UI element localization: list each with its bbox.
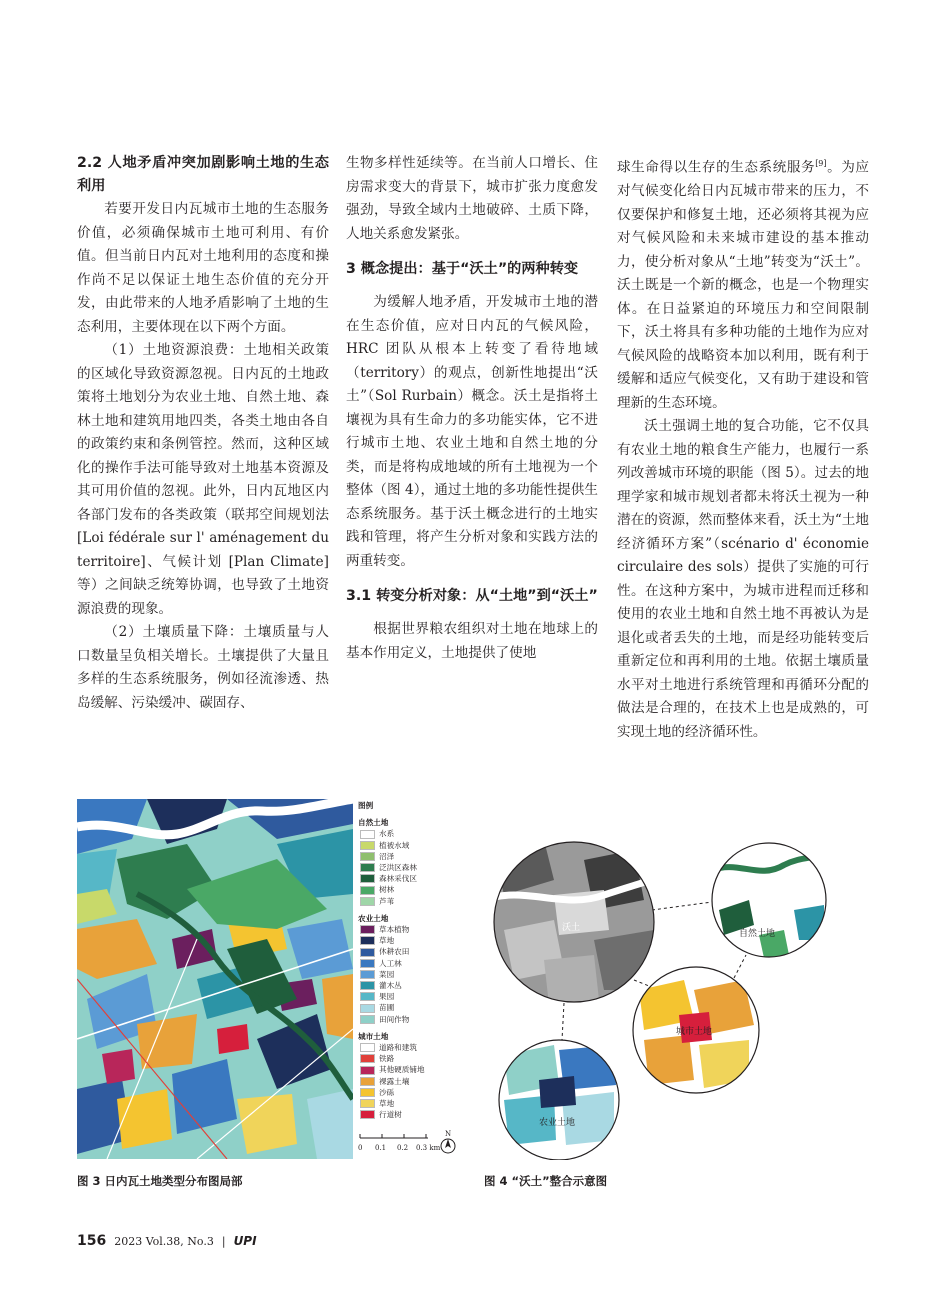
legend-label: 行道树	[379, 1110, 402, 1120]
legend-swatch	[360, 1066, 375, 1075]
legend-swatch	[360, 1015, 375, 1024]
legend-item	[358, 884, 468, 895]
legend-swatch	[360, 1088, 375, 1097]
figure-4-caption: 图 4 “沃土”整合示意图	[484, 1174, 608, 1188]
integration-diagram	[484, 840, 884, 1160]
legend-swatch	[360, 959, 375, 968]
legend-label: 田间作物	[379, 1014, 410, 1024]
issue-info: 2023 Vol.38, No.3	[114, 1235, 214, 1248]
legend-item	[358, 1076, 468, 1087]
legend-swatch	[360, 925, 375, 934]
legend-label: 草地	[379, 936, 395, 946]
legend-swatch	[360, 841, 375, 850]
legend-item	[358, 1109, 468, 1120]
legend-item	[358, 851, 468, 862]
map-legend	[358, 800, 468, 1120]
legend-item	[358, 969, 468, 980]
legend-item	[358, 840, 468, 851]
legend-swatch	[360, 981, 375, 990]
legend-item	[358, 828, 468, 839]
legend-swatch	[360, 1004, 375, 1013]
legend-item	[358, 924, 468, 935]
legend-swatch	[360, 1054, 375, 1063]
legend-label: 树林	[379, 885, 395, 895]
legend-item	[358, 935, 468, 946]
paragraph: 为缓解人地矛盾，开发城市土地的潜在生态价值，应对日内瓦的气候风险，HRC 团队从根本上转变了看待地域（territory）的观点，创新性地提出“沃土”（Sol Rurbain）概念。沃土是指将土壤视为具有生命力的多功能实体，它不进行城市土地、农业土地和自然土地的分类，而是将构成地域的所有土地视为一个整体（图 4），通过土地的多功能性提供生态系统服务。基于沃土概念进行的土地实践和管理，将产生分析对象和实践方法的两重转变。	[346, 294, 598, 569]
legend-title: 图例	[358, 801, 374, 810]
label-urban-land: 城市土地	[676, 1027, 713, 1037]
legend-label: 道路和建筑	[379, 1043, 417, 1053]
legend-item	[358, 946, 468, 957]
paragraph: 生物多样性延续等。在当前人口增长、住房需求变大的背景下，城市扩张力度愈发强劲，导致全域内土地破碎、土质下降，人地关系愈发紧张。	[346, 155, 598, 242]
legend-label: 沙砾	[379, 1087, 395, 1097]
legend-label: 草地	[379, 1099, 395, 1109]
legend-swatch	[360, 970, 375, 979]
text-column-1	[77, 152, 329, 715]
legend-swatch	[360, 1043, 375, 1052]
paragraph: （1）土地资源浪费：土地相关政策的区域化导致资源忽视。日内瓦的土地政策将土地划分为农业土地、自然土地、森林土地和建筑用地四类，各类土地由各自的政策约束和条例管控。然而，这种区域化的操作手法可能导致对土地基本资源及其可用价值的忽视。此外，日内瓦地区内各部门发布的各类政策（联邦空间规划法 [Loi fédérale sur l' aménagement du territoire]、气候计划 [Plan Climate] 等）之间缺乏统筹协调，也导致了土地资源浪费的现象。	[77, 342, 329, 617]
paragraph: 若要开发日内瓦城市土地的生态服务价值，必须确保城市土地可利用、有价值。但当前日内瓦对土地利用的态度和操作尚不足以保证土地生态价值的充分开发，由此带来的人地矛盾影响了土地的生态利用，主要体现在以下两个方面。	[77, 201, 329, 335]
legend-group-title: 自然土地	[358, 818, 389, 828]
legend-swatch	[360, 886, 375, 895]
legend-swatch	[360, 936, 375, 945]
legend-swatch	[360, 863, 375, 872]
legend-swatch	[360, 897, 375, 906]
text-column-2	[346, 152, 598, 665]
legend-label: 菜园	[379, 969, 395, 979]
legend-label: 森林采伐区	[379, 874, 417, 884]
agricultural-land-circle	[499, 1040, 619, 1160]
legend-item	[358, 1087, 468, 1098]
legend-item	[358, 1014, 468, 1025]
legend-item	[358, 1064, 468, 1075]
legend-item	[358, 1042, 468, 1053]
legend-label: 休耕农田	[379, 947, 410, 957]
legend-item	[358, 980, 468, 991]
paragraph: （2）土壤质量下降：土壤质量与人口数量呈负相关增长。土壤提供了大量且多样的生态系统服务，例如径流渗透、热岛缓解、污染缓冲、碳固存、	[77, 624, 329, 711]
legend-label: 沼泽	[379, 851, 395, 861]
north-label: N	[445, 1130, 452, 1138]
legend-item	[358, 873, 468, 884]
paragraph: 沃土强调土地的复合功能，它不仅具有农业土地的粮食生产能力，也履行一系列改善城市环境的职能（图 5）。过去的地理学家和城市规划者都未将沃土视为一种潜在的资源，然而整体来看，沃土为“土地经济循环方案”（scénario d' économie circulaire des sols）提供了实施的可行性。在这种方案中，为城市进程而迁移和使用的农业土地和自然土地不再被认为是退化或者丢失的土地，而是经功能转变后重新定位和再利用的土地。依据土壤质量水平对土地进行系统管理和再循环分配的做法是合理的，在技术上也是成熟的，可实现土地的经济循环性。	[617, 418, 869, 740]
legend-label: 植被水域	[379, 840, 410, 850]
legend-swatch	[360, 1110, 375, 1119]
text-column-3	[617, 152, 869, 744]
scale-tick: 0.1	[375, 1144, 387, 1152]
footer-separator: |	[221, 1235, 226, 1248]
legend-label: 铁路	[379, 1054, 395, 1064]
figure-3-caption: 图 3 日内瓦土地类型分布图局部	[77, 1174, 243, 1188]
label-agricultural-land: 农业土地	[539, 1118, 576, 1128]
legend-item	[358, 1002, 468, 1013]
scale-tick: 0	[358, 1144, 363, 1152]
legend-label: 水系	[379, 829, 395, 839]
legend-label: 泛洪区森林	[379, 863, 417, 873]
legend-swatch	[360, 948, 375, 957]
legend-label: 人工林	[379, 958, 402, 968]
legend-label: 草本植物	[379, 925, 410, 935]
page-number: 156	[77, 1233, 107, 1249]
legend-group-title: 农业土地	[358, 913, 389, 923]
journal-logo: UPI	[233, 1234, 257, 1248]
legend-item	[358, 1098, 468, 1109]
legend-swatch	[360, 1077, 375, 1086]
paragraph: 球生命得以生存的生态系统服务[9]。为应对气候变化给日内瓦城市带来的压力，不仅要保护和修复土地，还必须将其视为应对气候风险和未来城市建设的基本推动力，使分析对象从“土地”转变为“沃土”。沃土既是一个新的概念，也是一个物理实体。在日益紧迫的环境压力和空间限制下，沃土将具有多种功能的土地作为应对气候风险的战略资本加以利用，既有利于缓解和适应气候变化，又有助于建设和管理新的生态环境。	[617, 159, 869, 411]
scale-bar	[358, 1128, 468, 1160]
legend-label: 果园	[379, 992, 395, 1002]
legend-item	[358, 1053, 468, 1064]
legend-label: 灌木丛	[379, 981, 402, 991]
section-heading-3-1: 3.1 转变分析对象：从“土地”到“沃土”	[346, 588, 598, 604]
legend-label: 苗圃	[379, 1003, 395, 1013]
label-natural-land: 自然土地	[739, 929, 776, 939]
legend-swatch	[360, 1099, 375, 1108]
section-heading-3: 3 概念提出：基于“沃土”的两种转变	[346, 261, 579, 277]
legend-swatch	[360, 852, 375, 861]
scale-tick: 0.3 km	[416, 1144, 441, 1152]
scale-tick: 0.2	[397, 1144, 409, 1152]
legend-item	[358, 991, 468, 1002]
legend-item	[358, 862, 468, 873]
reference-marker[interactable]: [9]	[815, 159, 827, 168]
legend-swatch	[360, 830, 375, 839]
section-heading-2-2: 2.2 人地矛盾冲突加剧影响土地的生态利用	[77, 155, 329, 194]
page-footer	[77, 1233, 257, 1249]
legend-group-title: 城市土地	[358, 1031, 389, 1041]
legend-swatch	[360, 992, 375, 1001]
legend-label: 裸露土壤	[379, 1076, 410, 1086]
legend-label: 其他硬质铺地	[379, 1065, 425, 1075]
land-type-map	[77, 799, 353, 1159]
legend-label: 芦苇	[379, 896, 395, 906]
legend-swatch	[360, 874, 375, 883]
label-sol-rurbain: 沃土	[562, 923, 581, 933]
legend-item	[358, 958, 468, 969]
legend-item	[358, 896, 468, 907]
paragraph: 根据世界粮农组织对土地在地球上的基本作用定义，土地提供了使地	[346, 621, 598, 661]
